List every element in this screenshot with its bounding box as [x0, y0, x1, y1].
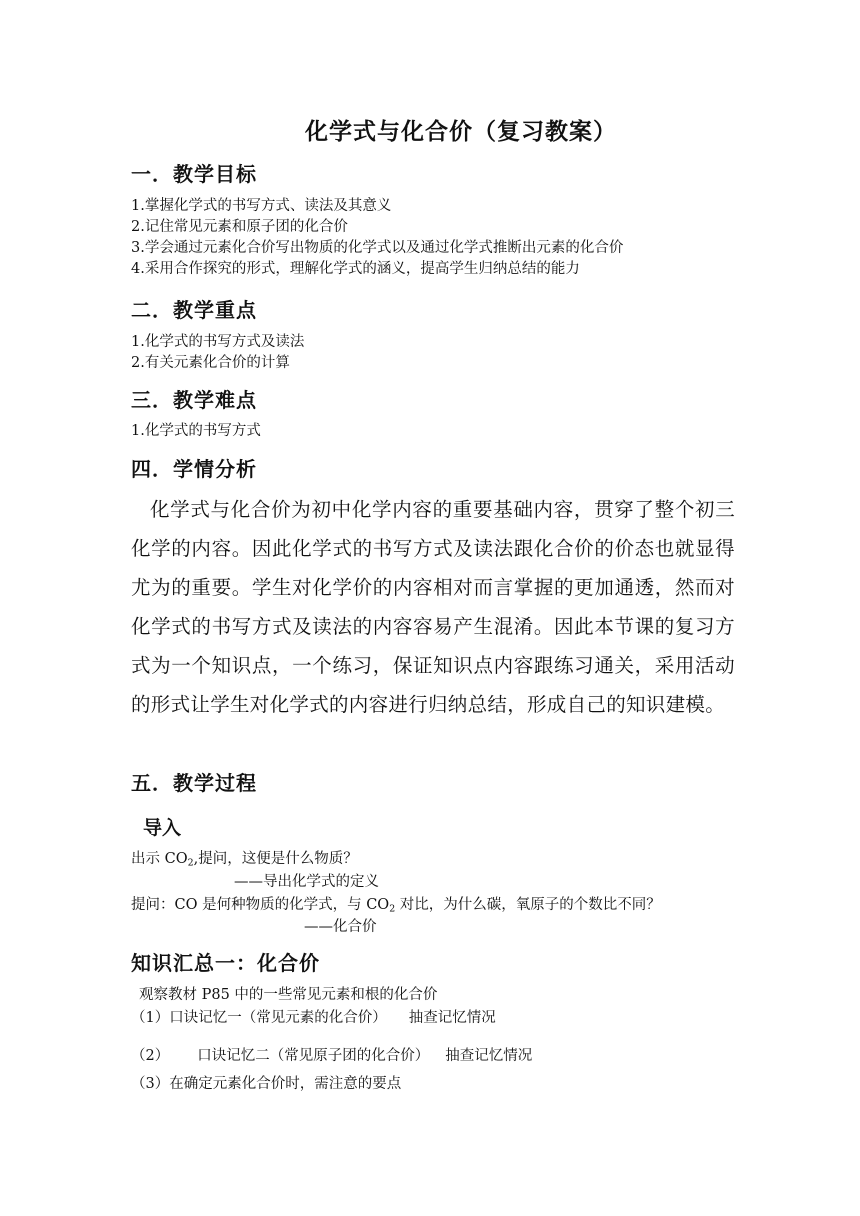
summary-text: 口诀记忆二（常见原子团的化合价）: [197, 1048, 430, 1064]
summary-line-4: （3）在确定元素化合价时，需注意的要点: [131, 1076, 402, 1092]
list-item: 2.记住常见元素和原子团的化合价: [131, 219, 348, 235]
intro-line-4: ——化合价: [304, 919, 377, 935]
intro-text: 出示 CO: [131, 851, 188, 867]
subscript: 2: [187, 857, 194, 869]
summary-line-2: [131, 1008, 496, 1029]
list-item: 1.化学式的书写方式: [131, 423, 261, 439]
intro-line-3: [131, 895, 661, 916]
subscript: 2: [389, 903, 396, 915]
summary-text: 抽查记忆情况: [408, 1010, 496, 1026]
list-item: 3.学会通过元素化合价写出物质的化学式以及通过化学式推断出元素的化合价: [131, 240, 624, 256]
list-item: 2.有关元素化合价的计算: [131, 355, 290, 371]
intro-heading: 导入: [143, 817, 182, 839]
list-item: 4.采用合作探究的形式，理解化学式的涵义，提高学生归纳总结的能力: [131, 261, 580, 277]
objectives-list: [131, 196, 623, 280]
list-item: 1.掌握化学式的书写方式、读法及其意义: [131, 198, 392, 214]
summary-text: （1）口诀记忆一（常见元素的化合价）: [131, 1010, 387, 1026]
key-points-heading: 二．教学重点: [131, 298, 257, 322]
key-points-list: [131, 332, 304, 374]
intro-line-2: ——导出化学式的定义: [234, 874, 379, 890]
process-heading: 五．教学过程: [131, 771, 257, 795]
difficulties-list: [131, 421, 261, 442]
summary-heading: 知识汇总一：化合价: [131, 951, 320, 975]
intro-text: 对比，为什么碳，氧原子的个数比不同？: [395, 897, 661, 913]
summary-line-3: [131, 1046, 532, 1067]
intro-text: ,提问，这便是什么物质？: [193, 851, 358, 867]
summary-line-1: 观察教材 P85 中的一些常见元素和根的化合价: [139, 987, 438, 1003]
summary-text: （2）: [131, 1048, 170, 1064]
list-item: 1.化学式的书写方式及读法: [131, 334, 305, 350]
summary-text: 抽查记忆情况: [445, 1048, 533, 1064]
analysis-heading: 四．学情分析: [131, 457, 257, 481]
analysis-text: 化学式与化合价为初中化学内容的重要基础内容，贯穿了整个初三化学的内容。因此化学式的书写方式及读法跟化合价的价态也就显得尤为的重要。学生对化学价的内容相对而言掌握的更加通透，然而对化学式的书写方式及读法的内容容易产生混淆。因此本节课的复习方式为一个知识点，一个练习，保证知识点内容跟练习通关，采用活动的形式让学生对化学式的内容进行归纳总结，形成自己的知识建模。: [131, 498, 735, 716]
intro-text: 提问：CO 是何种物质的化学式，与 CO: [131, 897, 390, 913]
objectives-heading: 一．教学目标: [131, 162, 257, 186]
difficulties-heading: 三．教学难点: [131, 388, 257, 412]
intro-line-1: [131, 849, 358, 870]
document-title: 化学式与化合价（复习教案）: [305, 119, 617, 145]
analysis-paragraph: [131, 490, 735, 724]
